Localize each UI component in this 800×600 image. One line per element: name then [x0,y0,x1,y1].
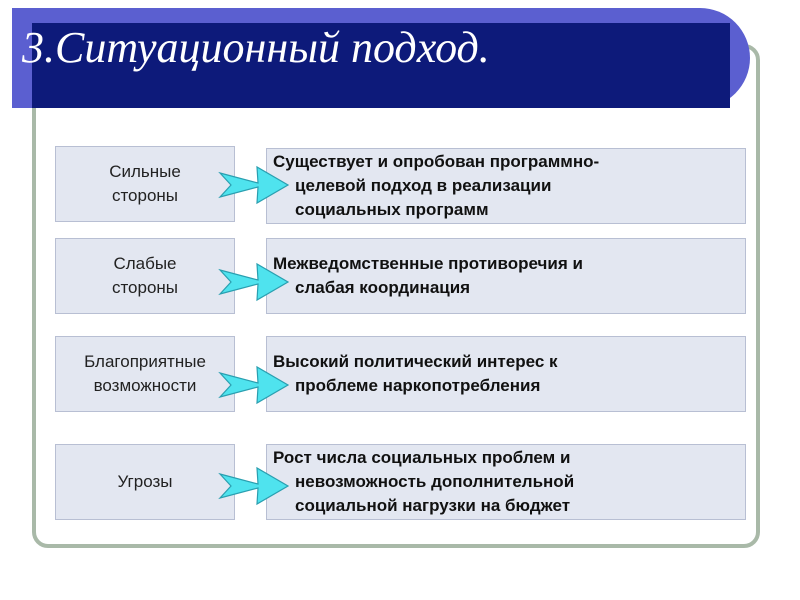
label-line: стороны [111,186,179,205]
arrow-right-icon [218,261,290,303]
desc-line: Рост числа социальных проблем и [273,448,571,467]
desc-line: социальной нагрузки на бюджет [295,496,571,515]
label-line: Угрозы [117,472,173,491]
desc-line: Существует и опробован программно- [273,152,600,171]
desc-box-weaknesses [266,238,746,314]
slide-title: 3.Ситуационный подход. [22,23,490,72]
desc-line: Межведомственные противоречия и [273,254,583,273]
desc-line: Высокий политический интерес к [273,352,558,371]
label-line: Слабые [113,254,177,273]
desc-line: невозможность дополнительной [295,472,575,491]
desc-line: проблеме наркопотребления [295,376,541,395]
label-box-weaknesses [55,238,235,314]
arrow-right-icon [218,164,290,206]
label-line: возможности [93,376,197,395]
label-line: Сильные [109,162,181,181]
desc-line: слабая координация [295,278,471,297]
desc-line: целевой подход в реализации [295,176,552,195]
desc-box-threats [266,444,746,520]
label-line: стороны [111,278,179,297]
label-line: Благоприятные [84,352,206,371]
arrow-right-icon [218,364,290,406]
arrow-right-icon [218,465,290,507]
desc-line: социальных программ [295,200,489,219]
label-box-threats [55,444,235,520]
label-box-opportunities [55,336,235,412]
desc-box-opportunities [266,336,746,412]
desc-box-strengths [266,148,746,224]
label-box-strengths [55,146,235,222]
